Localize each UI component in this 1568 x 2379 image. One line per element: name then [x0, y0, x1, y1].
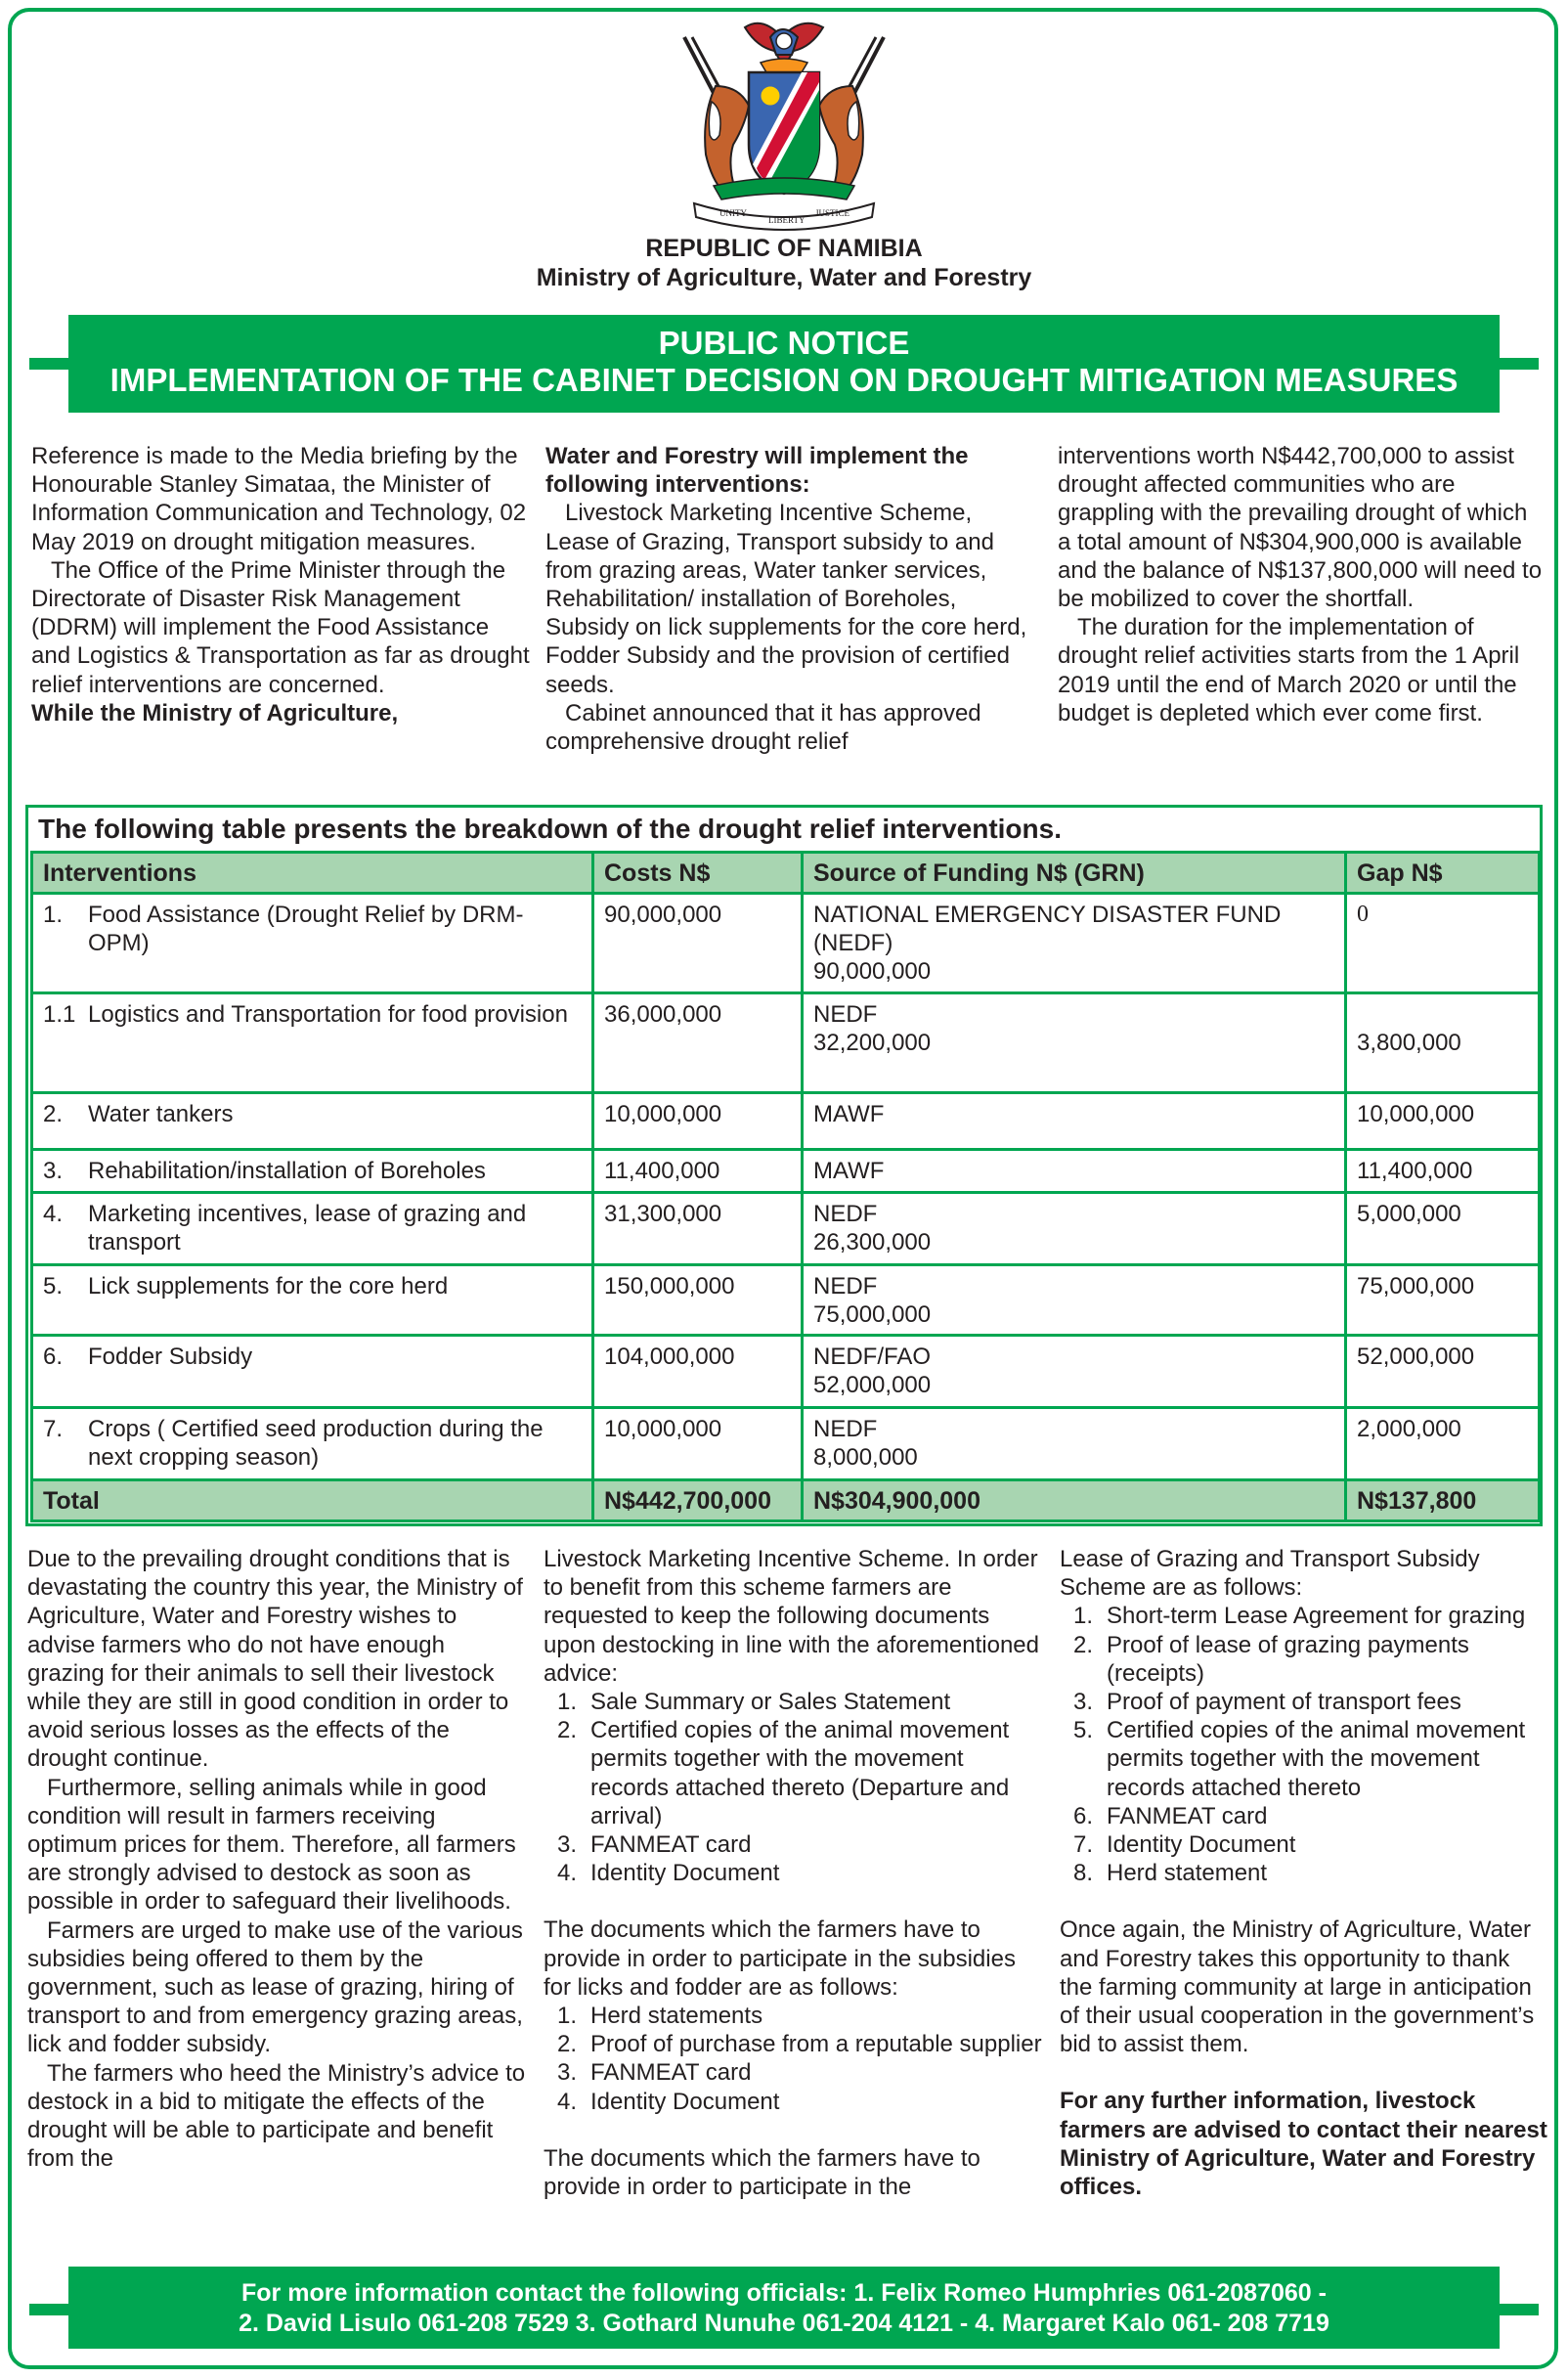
intervention-name: Fodder Subsidy — [88, 1344, 253, 1370]
lick-fodder-documents-list — [544, 2002, 1044, 2116]
total-source: N$304,900,000 — [803, 1480, 1346, 1521]
cost-cell: 150,000,000 — [593, 1265, 803, 1336]
funding-amount: 32,200,000 — [813, 1030, 932, 1056]
grazing-documents-list — [1060, 1602, 1548, 1887]
funding-amount: 8,000,000 — [813, 1444, 918, 1471]
body-paragraph: Lease of Grazing and Transport Subsidy Scheme are as follows: — [1060, 1546, 1480, 1602]
body-paragraph: Furthermore, selling animals while in good condition will result in farmers receiving optimum prices for them. Therefore, all farmers are strongly advised to destock as soon as possible in order to safeguard their livelihoods. — [27, 1774, 516, 1916]
funding-source: MAWF — [813, 1158, 885, 1184]
intro-paragraph: The duration for the implementation of drought relief activities starts from the 1 April 2019 until the end of March 2020 or until the budget is depleted which ever come first. — [1058, 614, 1520, 727]
intro-paragraph: The Office of the Prime Minister through the Directorate of Disaster Risk Management (DDRM) will implement the Food Assistance and Logistics & Transportation as far as drought relief interventions are concerned. — [31, 556, 530, 698]
cost-cell: 10,000,000 — [593, 1093, 803, 1150]
notice-subject-title: IMPLEMENTATION OF THE CABINET DECISION ON DROUGHT MITIGATION MEASURES — [109, 362, 1459, 398]
list-item: 6. FANMEAT card — [1073, 1802, 1268, 1829]
list-item: 4. Identity Document — [557, 2088, 780, 2115]
crest-motto-liberty: LIBERTY — [768, 215, 806, 225]
cost-cell: 31,300,000 — [593, 1193, 803, 1265]
body-paragraph: Livestock Marketing Incentive Scheme. In order to benefit from this scheme farmers are requested to keep the following documents upon destocking in line with the aforementioned advice: — [544, 1546, 1039, 1687]
interventions-table — [30, 851, 1541, 1522]
intervention-name: Crops ( Certified seed production during the next cropping season) — [88, 1416, 544, 1471]
body-column-1 — [27, 1545, 528, 2173]
body-paragraph: The farmers who heed the Ministry’s advice to destock in a bid to mitigate the effects of the drought will be able to participate and benefit from the — [27, 2059, 526, 2173]
funding-amount: 90,000,000 — [813, 958, 932, 985]
funding-source: NEDF/FAO — [813, 1344, 932, 1370]
list-item: 2. Certified copies of the animal movement permits together with the movement records attached thereto (Departure and arrival) — [557, 1717, 1010, 1829]
intro-paragraph: Cabinet announced that it has approved comprehensive drought relief — [545, 699, 981, 756]
crest-motto-unity: UNITY — [719, 208, 747, 218]
body-paragraph: The documents which the farmers have to provide in order to participate in the subsidies for licks and fodder are as follows: — [544, 1916, 1016, 2001]
cost-cell: 104,000,000 — [593, 1336, 803, 1408]
body-paragraph: Farmers are urged to make use of the various subsidies being offered to them by the government, such as lease of grazing, hiring of transport to and from emergency grazing areas, lick and fodder subsidy. — [27, 1916, 523, 2058]
footer-contacts-line: 2. David Lisulo 061-208 7529 3. Gothard Nunuhe 061-204 4121 - 4. Margaret Kalo 061- 208 7719 — [239, 2310, 1329, 2337]
intervention-name: Rehabilitation/installation of Boreholes — [88, 1158, 486, 1184]
total-label: Total — [32, 1480, 593, 1521]
title-banner-stub-right — [1498, 358, 1539, 370]
column-header: Interventions — [32, 853, 593, 894]
public-notice-title: PUBLIC NOTICE — [658, 325, 910, 361]
list-item: 1. Herd statements — [557, 2003, 763, 2030]
body-column-2 — [544, 1545, 1044, 2201]
ministry-heading: Ministry of Agriculture, Water and Forestry — [536, 264, 1032, 291]
cost-cell: 11,400,000 — [593, 1150, 803, 1193]
table-row — [32, 1150, 1540, 1193]
cost-cell: 10,000,000 — [593, 1408, 803, 1480]
list-item: 8. Herd statement — [1073, 1860, 1268, 1887]
intervention-name: Water tankers — [88, 1101, 234, 1127]
intro-paragraph: Reference is made to the Media briefing by the Honourable Stanley Simataa, the Minister of Information Communication and Technology, 02 May 2019 on drought mitigation measures. — [31, 443, 527, 555]
table-total-row — [32, 1480, 1540, 1521]
contact-advice-bold: For any further information, livestock farmers are advised to contact their nearest Ministry of Agriculture, Water and Forestry offices. — [1060, 2088, 1547, 2201]
total-gap: N$137,800 — [1346, 1480, 1540, 1521]
list-item: 3. FANMEAT card — [557, 2059, 752, 2087]
row-number: 1.1 — [43, 1001, 76, 1028]
intervention-name: Marketing incentives, lease of grazing and transport — [88, 1201, 527, 1256]
list-item: 7. Identity Document — [1073, 1831, 1296, 1859]
body-column-3 — [1060, 1545, 1548, 2201]
title-banner — [68, 315, 1500, 413]
table-header-row — [32, 853, 1540, 894]
intro-paragraph: Livestock Marketing Incentive Scheme, Lease of Grazing, Transport subsidy to and from grazing areas, Water tanker services, Rehabilitation/ installation of Boreholes, Subsidy on lick supplements for the core herd, Fodder Subsidy and the provision of certified seeds. — [545, 500, 1027, 698]
body-paragraph: The documents which the farmers have to provide in order to participate in the — [544, 2144, 980, 2201]
row-number: 6. — [43, 1344, 64, 1370]
list-item: 2. Proof of purchase from a reputable supplier — [557, 2031, 1042, 2058]
table-row — [32, 1408, 1540, 1480]
table-row — [32, 1336, 1540, 1408]
body-paragraph: Once again, the Ministry of Agriculture, Water and Forestry takes this opportunity to thank the farming community at large in anticipation of their usual cooperation in the government’s bid to assist them. — [1060, 1916, 1535, 2058]
interventions-table-box — [25, 805, 1543, 1526]
row-number: 1. — [43, 902, 64, 928]
table-row — [32, 993, 1540, 1093]
intervention-name: Lick supplements for the core herd — [88, 1273, 449, 1300]
column-header: Source of Funding N$ (GRN) — [803, 853, 1346, 894]
row-number: 3. — [43, 1158, 64, 1184]
row-number: 7. — [43, 1416, 64, 1442]
column-header: Costs N$ — [593, 853, 803, 894]
intro-column-1 — [31, 442, 530, 727]
intervention-name: Food Assistance (Drought Relief by DRM-OPM) — [88, 902, 524, 956]
republic-heading: REPUBLIC OF NAMIBIA — [645, 235, 923, 262]
funding-amount: 52,000,000 — [813, 1372, 932, 1398]
table-row — [32, 1193, 1540, 1265]
cost-cell: 36,000,000 — [593, 993, 803, 1093]
cost-cell: 90,000,000 — [593, 894, 803, 993]
intro-paragraph: interventions worth N$442,700,000 to assist drought affected communities who are grappling with the prevailing drought of which a total amount of N$304,900,000 is available and the balance of N$137,800,000 will need to be mobilized to cover the shortfall. — [1058, 443, 1543, 613]
row-number: 2. — [43, 1101, 64, 1127]
funding-source: NEDF — [813, 1416, 878, 1442]
list-item: 4. Identity Document — [557, 1860, 780, 1887]
gap-cell: 52,000,000 — [1346, 1336, 1540, 1408]
list-item: 3. Proof of payment of transport fees — [1073, 1689, 1461, 1716]
gap-cell: 2,000,000 — [1346, 1408, 1540, 1480]
funding-source: NEDF — [813, 1273, 878, 1300]
funding-amount: 75,000,000 — [813, 1301, 932, 1328]
table-row — [32, 1265, 1540, 1336]
intro-column-2 — [545, 442, 1034, 756]
footer-banner-stub-right — [1498, 2304, 1539, 2315]
list-item: 5. Certified copies of the animal movement permits together with the movement records attached thereto — [1073, 1717, 1526, 1801]
gap-cell: 0 — [1346, 894, 1540, 993]
gap-cell: 3,800,000 — [1346, 993, 1540, 1093]
list-item: 1. Sale Summary or Sales Statement — [557, 1689, 951, 1716]
funding-source: NEDF — [813, 1201, 878, 1227]
gap-cell: 11,400,000 — [1346, 1150, 1540, 1193]
funding-amount: 26,300,000 — [813, 1229, 932, 1256]
body-paragraph: Due to the prevailing drought conditions that is devastating the country this year, the Ministry of Agriculture, Water and Forestry wishes to advise farmers who do not have enough grazing for their animals to sell their livestock while they are still in good condition in order to avoid serious losses as the effects of the drought continue. — [27, 1546, 523, 1773]
coat-of-arms-emblem — [655, 8, 913, 233]
gap-cell: 10,000,000 — [1346, 1093, 1540, 1150]
gap-cell: 5,000,000 — [1346, 1193, 1540, 1265]
marketing-documents-list — [544, 1688, 1044, 1887]
intro-bold-text: Water and Forestry will implement the following interventions: — [545, 443, 969, 499]
total-cost: N$442,700,000 — [593, 1480, 803, 1521]
list-item: 3. FANMEAT card — [557, 1831, 752, 1859]
funding-source: NEDF — [813, 1001, 878, 1028]
contact-footer-banner — [68, 2267, 1500, 2349]
title-banner-stub-left — [29, 358, 70, 370]
intro-bold-text: While the Ministry of Agriculture, — [31, 699, 399, 727]
table-caption: The following table presents the breakdown of the drought relief interventions. — [38, 814, 1062, 844]
gap-cell: 75,000,000 — [1346, 1265, 1540, 1336]
list-item: 2. Proof of lease of grazing payments (receipts) — [1073, 1631, 1469, 1687]
intervention-name: Logistics and Transportation for food provision — [88, 1001, 568, 1028]
row-number: 4. — [43, 1201, 64, 1227]
row-number: 5. — [43, 1273, 64, 1300]
footer-contacts-line: For more information contact the following officials: 1. Felix Romeo Humphries 061-2087060 - — [241, 2279, 1327, 2307]
table-row — [32, 894, 1540, 993]
column-header: Gap N$ — [1346, 853, 1540, 894]
table-row — [32, 1093, 1540, 1150]
footer-banner-stub-left — [29, 2304, 70, 2315]
funding-source: NATIONAL EMERGENCY DISASTER FUND (NEDF) — [813, 902, 1282, 956]
crest-motto-justice: JUSTICE — [815, 208, 850, 218]
list-item: 1. Short-term Lease Agreement for grazing — [1073, 1603, 1526, 1630]
intro-column-3 — [1058, 442, 1546, 727]
funding-source: MAWF — [813, 1101, 885, 1127]
